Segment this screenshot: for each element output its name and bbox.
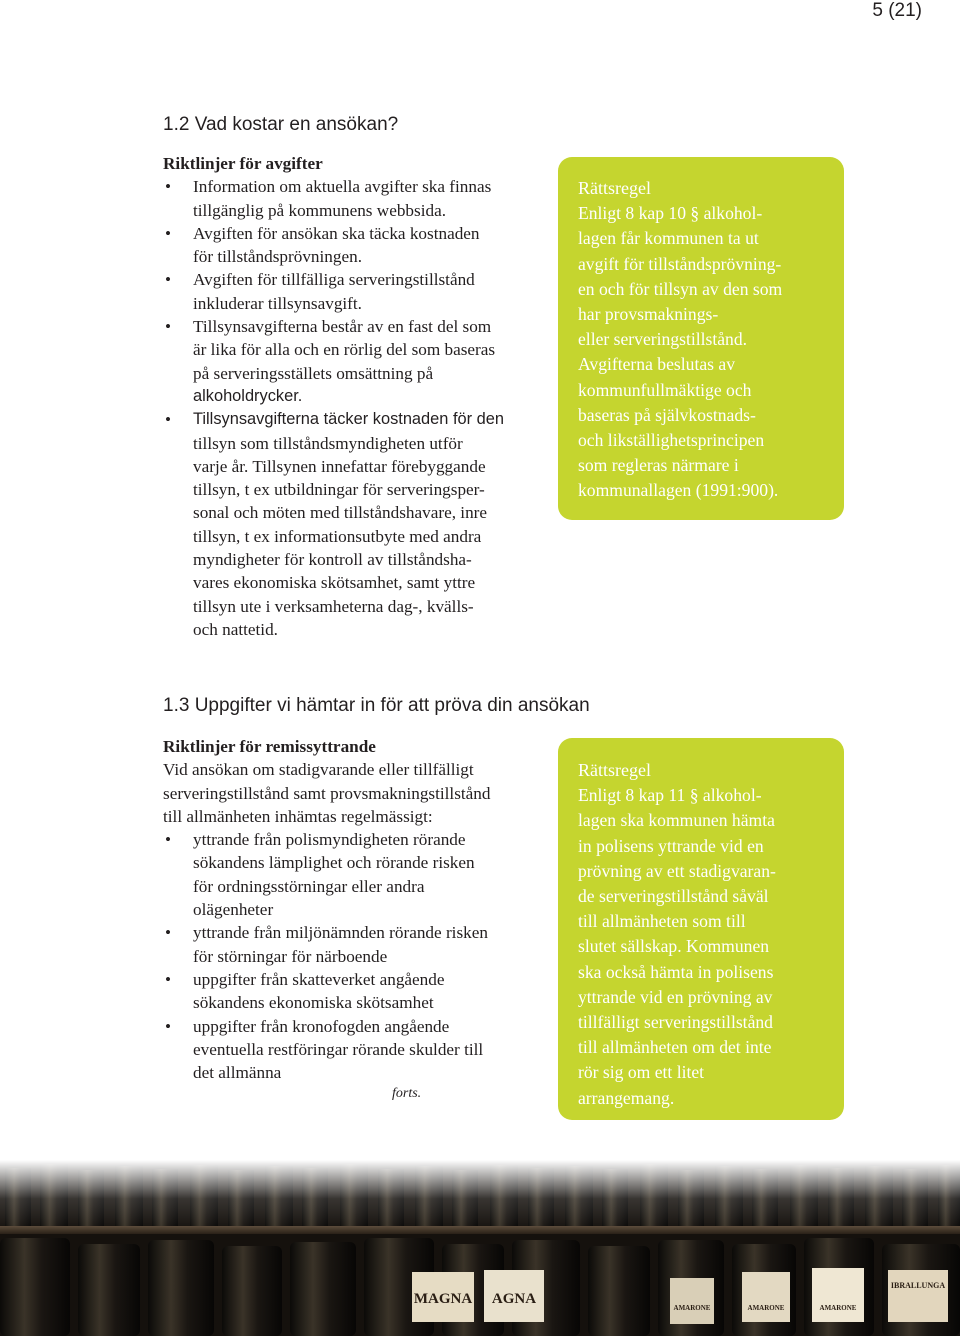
- bullet-icon: •: [165, 223, 172, 243]
- consultation-subheading: Riktlinjer för remissyttrande: [163, 737, 376, 756]
- wine-bottles-illustration: [0, 1160, 960, 1336]
- page-number: 5 (21): [872, 0, 922, 21]
- legal-rule-heading: Rättsregel: [578, 760, 651, 780]
- bullet-icon: •: [165, 1016, 172, 1036]
- bullet-icon: •: [165, 177, 172, 197]
- continued-note: forts.: [392, 1086, 422, 1101]
- fees-bullet: • Avgiften för ansökan ska täcka kostnaden för tillståndsprövningen.: [165, 223, 480, 267]
- bullet-icon: •: [165, 830, 172, 850]
- fees-bullet: • Tillsynsavgifterna består av en fast del som är lika för alla och en rörlig del som baseras på serveringsställets omsättning på alkoholdrycker.: [165, 317, 496, 405]
- wine-shelf-photo: [0, 1160, 960, 1336]
- fees-bullet: • Tillsynsavgifterna täcker kostnaden för den tillsyn som tillståndsmyndigheten utför varje år. Tillsynen innefattar förebyggande tillsyn, t ex utbildningar för serveringsper- sonal och möten med tillståndshavare, inre tillsyn, t ex informationsutbyte med andra myndigheter för kontroll av tillståndsha- vares ekonomiska skötsamhet, samt yttre tillsyn ute i verksamheterna dag-, kvälls- och nattetid.: [165, 410, 504, 639]
- bullet-icon: •: [165, 410, 172, 430]
- consultation-guidelines: [163, 735, 563, 1084]
- bullet-icon: •: [165, 923, 172, 943]
- bullet-icon: •: [165, 969, 172, 989]
- legal-rule-box-information: Rättsregel Enligt 8 kap 11 § alkohol- lagen ska kommunen hämta in polisens yttrande vid en prövning av ett stadigvaran- de serveringstillstånd såväl till allmänheten som till slutet sällskap. Kommunen ska också hämta in polisens yttrande vid en prövning av tillfälligt serveringstillstånd till allmänheten om det inte rör sig om ett litet arrangemang.: [558, 738, 844, 1120]
- consultation-bullet: • yttrande från miljönämnden rörande risken för störningar för närboende: [165, 923, 488, 966]
- consultation-bullet-list: [163, 828, 563, 1084]
- consultation-bullet: • uppgifter från kronofogden angående eventuella restföringar rörande skulder till det allmänna: [165, 1016, 484, 1083]
- legal-rule-heading: Rättsregel: [578, 178, 651, 198]
- consultation-bullet: • yttrande från polismyndigheten rörande sökandens lämplighet och rörande risken för ordningsstörningar eller andra olägenheter: [165, 830, 475, 920]
- fees-bullet: • Avgiften för tillfälliga serveringstillstånd inkluderar tillsynsavgift.: [165, 270, 475, 313]
- legal-rule-box-fees: Rättsregel Enligt 8 kap 10 § alkohol- lagen får kommunen ta ut avgift för tillståndsprövning- en och för tillsyn av den som har provsmaknings- eller serveringstillstånd. Avgifterna beslutas av kommunfullmäktige och baseras på självkostnads- och likställighetsprincipen som regleras närmare i kommunallagen (1991:900).: [558, 157, 844, 520]
- consultation-bullet: • uppgifter från skatteverket angående sökandens ekonomiska skötsamhet: [165, 969, 445, 1013]
- fees-bullet: • Information om aktuella avgifter ska finnas tillgänglig på kommunens webbsida.: [165, 177, 492, 220]
- bullet-icon: •: [165, 270, 172, 290]
- bullet-icon: •: [165, 317, 172, 337]
- fees-guidelines: [163, 152, 563, 641]
- fees-bullet-list: [163, 175, 563, 641]
- fees-subheading: Riktlinjer för avgifter: [163, 154, 323, 173]
- consultation-intro: Vid ansökan om stadigvarande eller tillfälligt serveringstillstånd samt provsmakningstillstånd till allmänheten inhämtas regelmässigt:: [163, 760, 491, 826]
- section-heading-information: 1.3 Uppgifter vi hämtar in för att pröva din ansökan: [163, 695, 590, 716]
- section-heading-fees: 1.2 Vad kostar en ansökan?: [163, 114, 399, 135]
